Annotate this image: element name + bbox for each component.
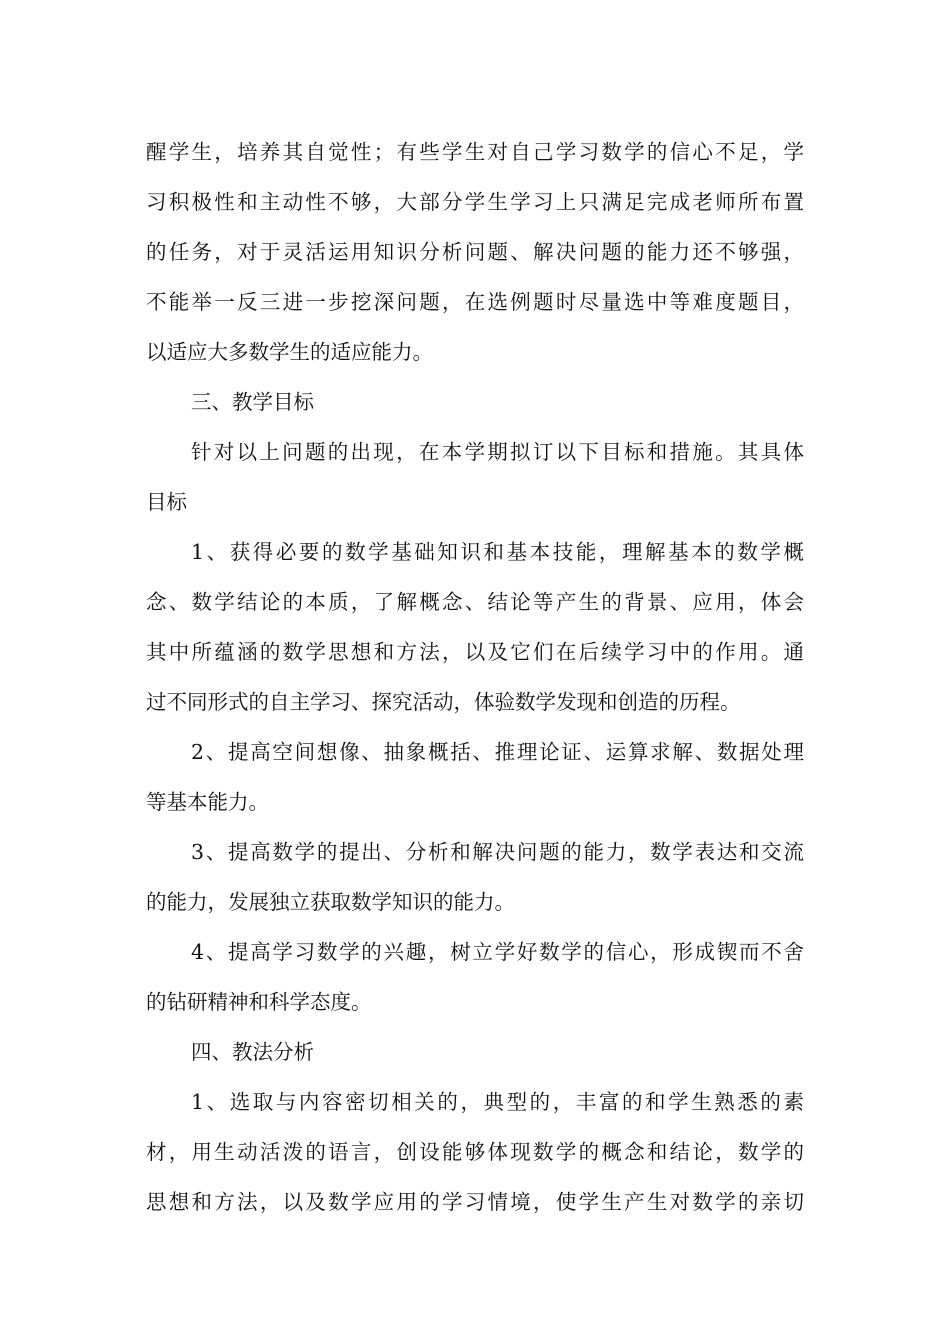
list-item-line: 2、提高空间想像、抽象概括、推理论证、运算求解、数据处理 bbox=[191, 740, 804, 764]
list-item-line: 念、数学结论的本质，了解概念、结论等产生的背景、应用，体会 bbox=[146, 590, 804, 614]
paragraph-line: 的任务，对于灵活运用知识分析问题、解决问题的能力还不够强， bbox=[146, 240, 804, 264]
list-item-line: 的能力，发展独立获取数学知识的能力。 bbox=[146, 890, 515, 914]
list-item-line: 1、选取与内容密切相关的，典型的，丰富的和学生熟悉的素 bbox=[191, 1090, 804, 1114]
section-heading: 三、教学目标 bbox=[191, 390, 314, 414]
paragraph-line: 醒学生，培养其自觉性；有些学生对自己学习数学的信心不足，学 bbox=[146, 140, 804, 164]
list-item-line: 过不同形式的自主学习、探究活动，体验数学发现和创造的历程。 bbox=[146, 690, 741, 714]
paragraph-line: 不能举一反三进一步挖深问题，在选例题时尽量选中等难度题目， bbox=[146, 290, 804, 314]
list-item-line: 思想和方法，以及数学应用的学习情境，使学生产生对数学的亲切 bbox=[146, 1190, 804, 1214]
list-item-line: 的钻研精神和科学态度。 bbox=[146, 990, 372, 1014]
list-item-line: 4、提高学习数学的兴趣，树立学好数学的信心，形成锲而不舍 bbox=[191, 940, 804, 964]
list-item-line: 等基本能力。 bbox=[146, 790, 269, 814]
paragraph-line: 针对以上问题的出现，在本学期拟订以下目标和措施。其具体 bbox=[191, 440, 804, 464]
document-page bbox=[146, 127, 804, 1227]
paragraph-line: 以适应大多数学生的适应能力。 bbox=[146, 340, 433, 364]
paragraph-line: 习积极性和主动性不够，大部分学生学习上只满足完成老师所布置 bbox=[146, 190, 804, 214]
list-item-line: 其中所蕴涵的数学思想和方法，以及它们在后续学习中的作用。通 bbox=[146, 640, 804, 664]
section-heading: 四、教法分析 bbox=[191, 1040, 314, 1064]
list-item-line: 材，用生动活泼的语言，创设能够体现数学的概念和结论，数学的 bbox=[146, 1140, 804, 1164]
paragraph-line: 目标 bbox=[146, 490, 187, 514]
list-item-line: 3、提高数学的提出、分析和解决问题的能力，数学表达和交流 bbox=[191, 840, 804, 864]
list-item-line: 1、获得必要的数学基础知识和基本技能，理解基本的数学概 bbox=[191, 540, 804, 564]
